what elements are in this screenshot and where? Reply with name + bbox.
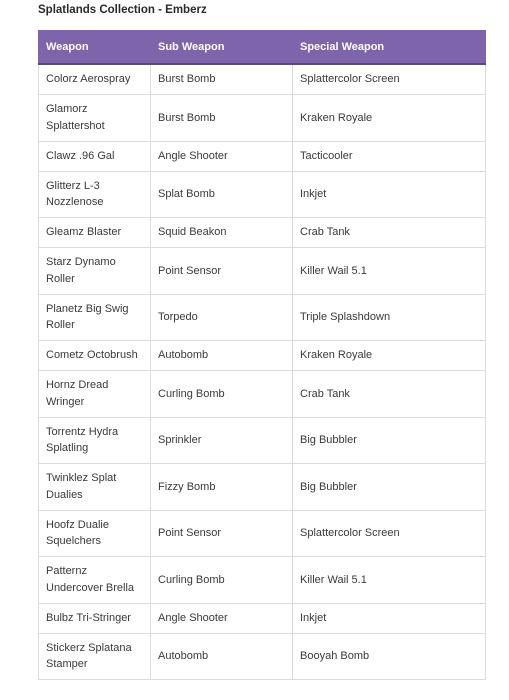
sub-weapon-cell: Angle Shooter bbox=[151, 141, 293, 171]
weapon-cell: Cometz Octobrush bbox=[39, 341, 151, 371]
table-row bbox=[39, 417, 486, 464]
sub-weapon-cell: Curling Bomb bbox=[151, 557, 293, 604]
weapon-cell: Colorz Aerospray bbox=[39, 64, 151, 95]
header-special-weapon: Special Weapon bbox=[293, 31, 486, 65]
weapon-cell: Stickerz Splatana Stamper bbox=[39, 633, 151, 680]
table-row bbox=[39, 64, 486, 95]
table-header-row bbox=[39, 31, 486, 65]
page-title: Splatlands Collection - Emberz bbox=[38, 4, 207, 16]
sub-weapon-cell: Autobomb bbox=[151, 633, 293, 680]
table-row bbox=[39, 294, 486, 341]
header-sub-weapon: Sub Weapon bbox=[151, 31, 293, 65]
sub-weapon-cell: Splat Bomb bbox=[151, 171, 293, 218]
table-row bbox=[39, 371, 486, 418]
special-weapon-cell: Crab Tank bbox=[293, 218, 486, 248]
weapon-cell: Patternz Undercover Brella bbox=[39, 557, 151, 604]
special-weapon-cell: Splattercolor Screen bbox=[293, 64, 486, 95]
weapon-cell: Twinklez Splat Dualies bbox=[39, 464, 151, 511]
table-row bbox=[39, 171, 486, 218]
table-row bbox=[39, 464, 486, 511]
special-weapon-cell: Inkjet bbox=[293, 603, 486, 633]
weapon-cell: Starz Dynamo Roller bbox=[39, 248, 151, 295]
sub-weapon-cell: Torpedo bbox=[151, 294, 293, 341]
weapon-cell: Glitterz L-3 Nozzlenose bbox=[39, 171, 151, 218]
weapon-cell: Gleamz Blaster bbox=[39, 218, 151, 248]
special-weapon-cell: Tacticooler bbox=[293, 141, 486, 171]
special-weapon-cell: Kraken Royale bbox=[293, 341, 486, 371]
weapon-cell: Torrentz Hydra Splatling bbox=[39, 417, 151, 464]
weapon-cell: Clawz .96 Gal bbox=[39, 141, 151, 171]
special-weapon-cell: Kraken Royale bbox=[293, 95, 486, 142]
table-body bbox=[39, 64, 486, 680]
table-row bbox=[39, 248, 486, 295]
weapon-cell: Planetz Big Swig Roller bbox=[39, 294, 151, 341]
table-row bbox=[39, 95, 486, 142]
table-row bbox=[39, 557, 486, 604]
weapon-cell: Hoofz Dualie Squelchers bbox=[39, 510, 151, 557]
special-weapon-cell: Big Bubbler bbox=[293, 417, 486, 464]
special-weapon-cell: Killer Wail 5.1 bbox=[293, 557, 486, 604]
sub-weapon-cell: Burst Bomb bbox=[151, 64, 293, 95]
sub-weapon-cell: Angle Shooter bbox=[151, 603, 293, 633]
sub-weapon-cell: Squid Beakon bbox=[151, 218, 293, 248]
weapon-cell: Glamorz Splattershot bbox=[39, 95, 151, 142]
table-row bbox=[39, 633, 486, 680]
sub-weapon-cell: Point Sensor bbox=[151, 248, 293, 295]
special-weapon-cell: Inkjet bbox=[293, 171, 486, 218]
table-row bbox=[39, 510, 486, 557]
table-row bbox=[39, 341, 486, 371]
sub-weapon-cell: Sprinkler bbox=[151, 417, 293, 464]
header-weapon: Weapon bbox=[39, 31, 151, 65]
sub-weapon-cell: Fizzy Bomb bbox=[151, 464, 293, 511]
table-row bbox=[39, 603, 486, 633]
special-weapon-cell: Triple Splashdown bbox=[293, 294, 486, 341]
special-weapon-cell: Splattercolor Screen bbox=[293, 510, 486, 557]
table-row bbox=[39, 218, 486, 248]
weapon-cell: Hornz Dread Wringer bbox=[39, 371, 151, 418]
weapon-cell: Bulbz Tri-Stringer bbox=[39, 603, 151, 633]
special-weapon-cell: Booyah Bomb bbox=[293, 633, 486, 680]
sub-weapon-cell: Curling Bomb bbox=[151, 371, 293, 418]
sub-weapon-cell: Burst Bomb bbox=[151, 95, 293, 142]
sub-weapon-cell: Point Sensor bbox=[151, 510, 293, 557]
weapons-table bbox=[38, 30, 486, 680]
special-weapon-cell: Crab Tank bbox=[293, 371, 486, 418]
sub-weapon-cell: Autobomb bbox=[151, 341, 293, 371]
table-row bbox=[39, 141, 486, 171]
special-weapon-cell: Big Bubbler bbox=[293, 464, 486, 511]
special-weapon-cell: Killer Wail 5.1 bbox=[293, 248, 486, 295]
